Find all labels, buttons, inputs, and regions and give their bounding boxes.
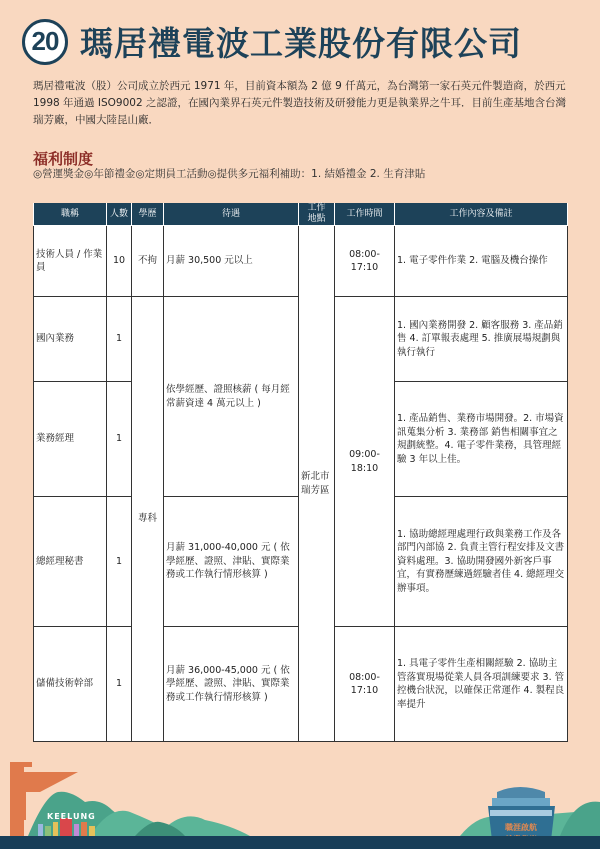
job-description: 1. 產品銷售、業務市場開發。2. 市場資訊蒐集分析 3. 業務部 銷售相關事宜之規劃統整。4. 電子零件業務，具管理經驗 3 年以上佳。 [395,382,568,497]
ship-slogan-line1: 職涯啟航 [505,823,537,832]
table-header-row [34,203,568,226]
job-title: 總經理秘書 [34,497,107,627]
header-hours: 工作時間 [335,203,395,226]
header-description: 工作內容及備註 [395,203,568,226]
job-salary: 依學經歷、證照核薪 ( 每月經常薪資達 4 萬元以上 ) [164,297,299,497]
job-description: 1. 具電子零件生產相關經驗 2. 協助主管落實現場從業人員各項訓練要求 3. 管控機台狀況，以確保正常運作 4. 製程良率提升 [395,627,568,742]
job-description: 1. 協助總經理處理行政與業務工作及各部門內部協 2. 負責主管行程安排及文書資料處理。3. 協助開發國外新客戶事宜，有實務歷練過經驗者佳 4. 總經理交辦事項。 [395,497,568,627]
job-salary: 月薪 31,000-40,000 元 ( 依學經歷、證照、津貼、實際業務或工作執行情形核算 ) [164,497,299,627]
header-title: 職稱 [34,203,107,226]
welfare-text: ◎營運獎金◎年節禮金◎定期員工活動◎提供多元福利補助：1. 結婚禮金 2. 生育津貼 [33,168,426,180]
keelung-decoration [0,740,600,849]
job-salary: 月薪 30,500 元以上 [164,226,299,297]
footer-band [0,836,600,849]
keelung-label: KEELUNG [47,812,96,821]
job-hours: 08:00-17:10 [335,627,395,742]
header-location: 工作 地點 [299,203,335,226]
job-count: 1 [107,297,132,382]
company-name: 瑪居禮電波工業股份有限公司 [80,24,522,63]
job-title: 儲備技術幹部 [34,627,107,742]
job-hours: 08:00-17:10 [335,226,395,297]
welfare-title: 福利制度 [33,150,94,168]
job-description: 1. 國內業務開發 2. 顧客服務 3. 產品銷售 4. 訂單報表處理 5. 推廣展場規劃與執行執行 [395,297,568,382]
job-education: 不拘 [132,226,164,297]
table-row [34,226,568,297]
header-education: 學歷 [132,203,164,226]
jobs-table [33,203,568,742]
job-title: 技術人員 / 作業員 [34,226,107,297]
page-header [22,18,522,65]
job-description: 1. 電子零件作業 2. 電腦及機台操作 [395,226,568,297]
job-education: 專科 [132,297,164,742]
job-salary: 月薪 36,000-45,000 元 ( 依學經歷、證照、津貼、實際業務或工作執行情形核算 ) [164,627,299,742]
company-intro: 瑪居禮電波（股）公司成立於西元 1971 年，目前資本額為 2 億 9 仟萬元，為台灣第一家石英元件製造商，於西元 1998 年通過 ISO9002 之認證，在國內業界石英元件製造技術及研發能力更是執業界之牛耳．目前生產基地含台灣瑞芳廠，中國大陸昆山廠． [33,80,566,126]
job-count: 1 [107,382,132,497]
job-count: 1 [107,627,132,742]
header-salary: 待遇 [164,203,299,226]
job-title: 國內業務 [34,297,107,382]
header-count: 人數 [107,203,132,226]
job-count: 1 [107,497,132,627]
job-location: 新北市瑞芳區 [299,226,335,742]
job-title: 業務經理 [34,382,107,497]
job-count: 10 [107,226,132,297]
job-hours: 09:00-18:10 [335,297,395,627]
company-number-badge: 20 [22,19,68,65]
